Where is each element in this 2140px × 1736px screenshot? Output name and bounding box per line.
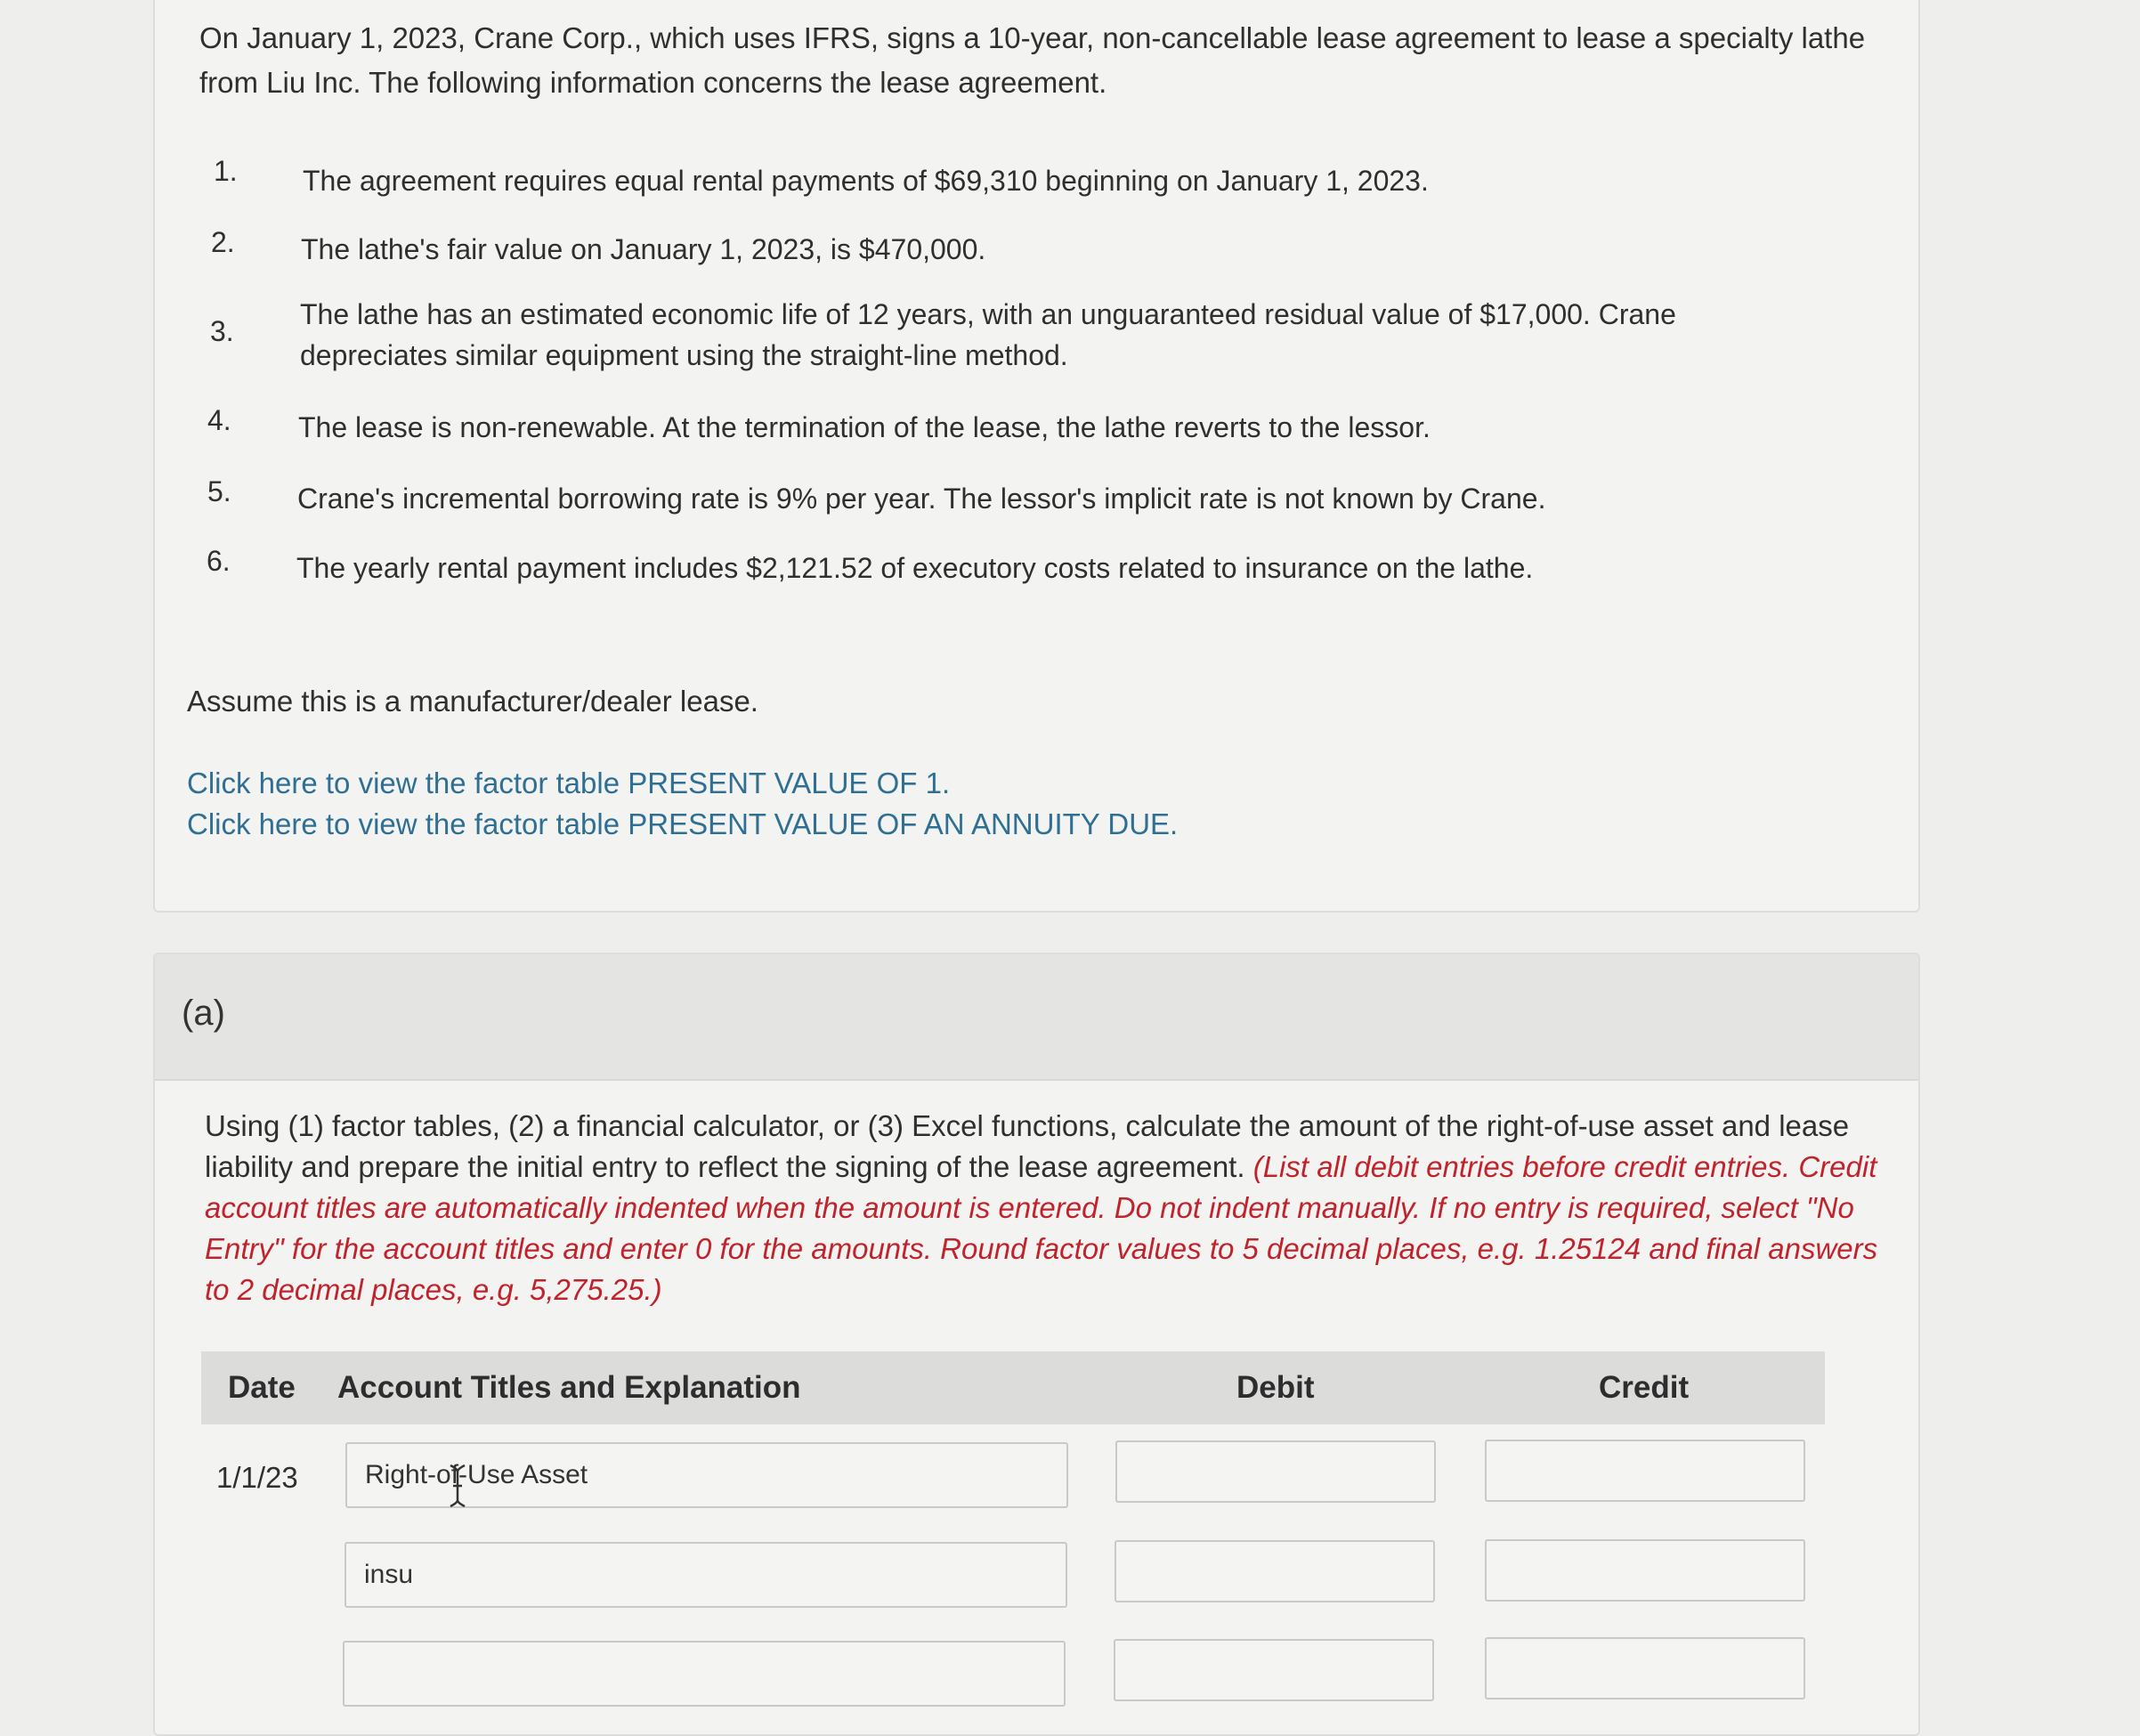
credit-column-header: Credit xyxy=(1599,1370,1690,1405)
account-title-input[interactable] xyxy=(345,1542,1067,1608)
item-text: The yearly rental payment includes $2,121.52 of executory costs related to insurance on the lathe. xyxy=(296,552,1534,584)
instruction-red-text: (List all debit entries before credit entries. Credit account titles are automatically indented when the amount is entered. Do not indent manually. If no entry is required, select "No Entry" for the account titles and enter 0 for the amounts. Round factor values to 5 decimal places, e.g. 1.25124 and final answers to 2 decimal places, e.g. 5,275.25.) xyxy=(205,1150,1878,1306)
credit-amount-input[interactable] xyxy=(1485,1539,1805,1602)
item-number: 4. xyxy=(207,404,231,436)
pv-annuity-due-table-link[interactable]: Click here to view the factor table PRESENT VALUE OF AN ANNUITY DUE. xyxy=(187,807,1179,840)
journal-table-header xyxy=(201,1351,1825,1424)
item-text: The lathe has an estimated economic life of 12 years, with an unguaranteed residual value of $17,000. Crane depreciates similar equipment using the straight-line method. xyxy=(300,298,1676,371)
pv-of-1-table-link[interactable]: Click here to view the factor table PRESENT VALUE OF 1. xyxy=(187,767,951,799)
item-number: 3. xyxy=(210,315,234,347)
assumption-text: Assume this is a manufacturer/dealer lease. xyxy=(187,685,758,718)
item-text: The lathe's fair value on January 1, 2023, is $470,000. xyxy=(301,233,986,265)
debit-column-header: Debit xyxy=(1236,1370,1315,1405)
part-label: (a) xyxy=(182,994,225,1033)
debit-amount-input[interactable] xyxy=(1115,1540,1435,1602)
debit-amount-input[interactable] xyxy=(1115,1440,1436,1503)
part-a-card xyxy=(153,953,1920,1736)
credit-amount-input[interactable] xyxy=(1485,1637,1805,1699)
account-column-header: Account Titles and Explanation xyxy=(337,1370,801,1405)
item-number: 1. xyxy=(214,155,238,187)
item-text: The agreement requires equal rental payments of $69,310 beginning on January 1, 2023. xyxy=(303,165,1429,197)
credit-amount-input[interactable] xyxy=(1485,1440,1805,1502)
part-a-instructions xyxy=(205,1106,1878,1310)
item-number: 2. xyxy=(211,226,235,258)
debit-amount-input[interactable] xyxy=(1114,1639,1434,1701)
instruction-text: Using (1) factor tables, (2) a financial calculator, or (3) Excel functions, calculate the amount of the right-of-use asset and lease liability and prepare the initial entry to reflect the signing of the lease agreement. xyxy=(205,1109,1850,1183)
date-column-header: Date xyxy=(228,1370,296,1405)
item-number: 6. xyxy=(207,545,231,577)
text-cursor-icon xyxy=(445,1463,470,1509)
item-text: The lease is non-renewable. At the termination of the lease, the lathe reverts to the lessor. xyxy=(298,411,1431,443)
item-text: Crane's incremental borrowing rate is 9% per year. The lessor's implicit rate is not known by Crane. xyxy=(297,483,1546,515)
problem-intro: On January 1, 2023, Crane Corp., which uses IFRS, signs a 10-year, non-cancellable lease agreement to lease a specialty lathe from Liu Inc. The following information concerns the lease agreement. xyxy=(199,21,1866,99)
entry-date: 1/1/23 xyxy=(216,1461,298,1494)
item-number: 5. xyxy=(207,475,231,507)
part-a-header xyxy=(155,954,1918,1081)
account-title-input[interactable] xyxy=(343,1641,1066,1707)
